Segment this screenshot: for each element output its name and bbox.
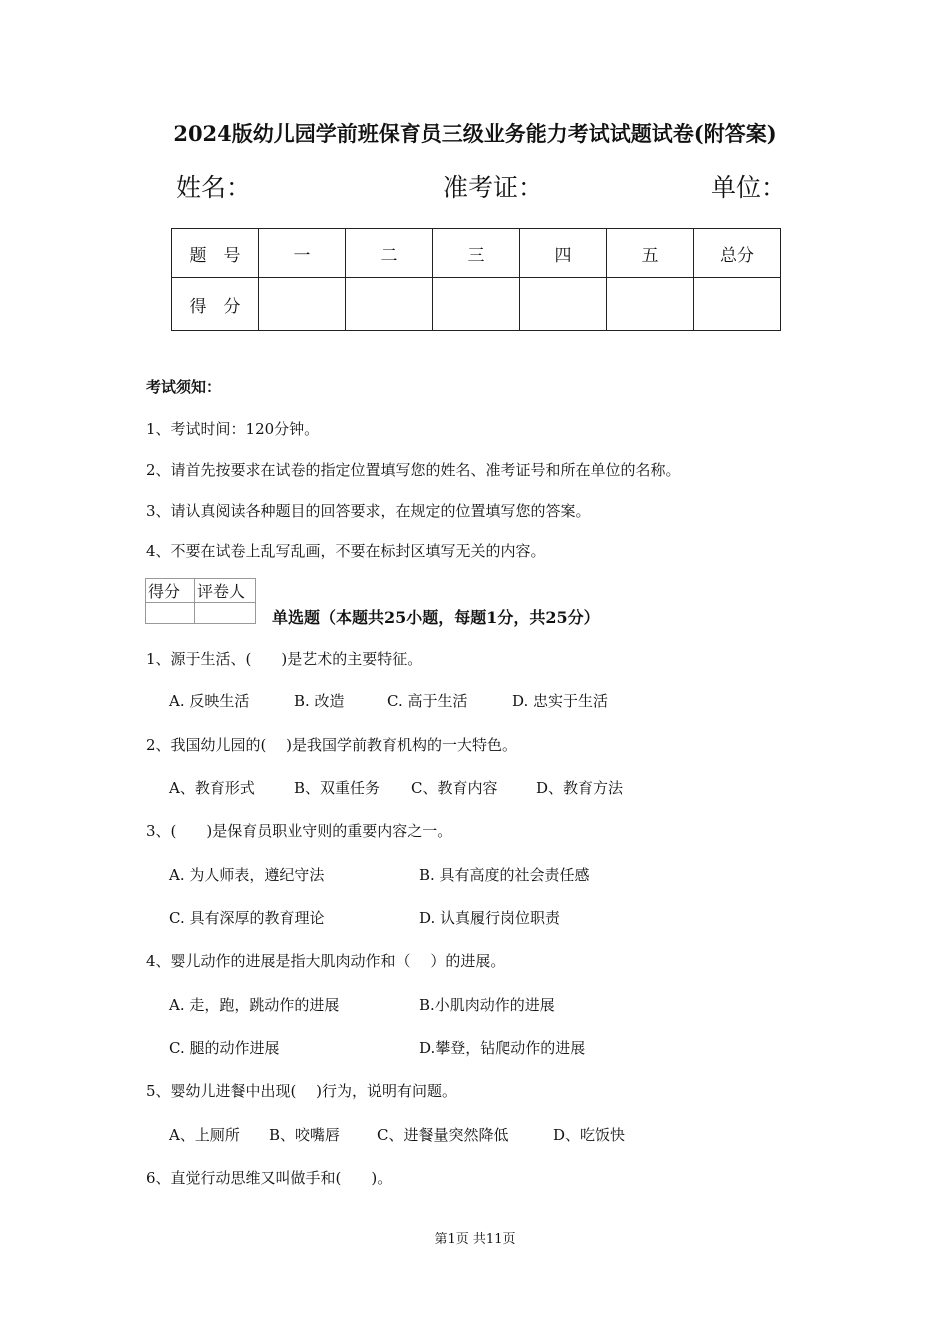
unit-label: 单位： [711, 173, 787, 202]
score-cell[interactable] [259, 278, 346, 331]
question-stem: 2、我国幼儿园的( )是我国学前教育机构的一大特色。 [146, 736, 518, 754]
grader-name-cell[interactable] [195, 603, 256, 624]
question-stem: 5、婴幼儿进餐中出现( )行为，说明有问题。 [146, 1082, 458, 1100]
score-cell[interactable] [346, 278, 433, 331]
grader-score-cell[interactable] [146, 603, 195, 624]
question-option: C. 高于生活 [387, 692, 468, 710]
exam-id-label: 准考证： [443, 173, 544, 202]
notice-item: 3、请认真阅读各种题目的回答要求，在规定的位置填写您的答案。 [146, 502, 591, 520]
score-header-cell: 五 [607, 229, 694, 278]
grader-blank-row [146, 603, 256, 624]
notice-item: 4、不要在试卷上乱写乱画，不要在标封区填写无关的内容。 [146, 542, 546, 560]
score-header-cell: 三 [433, 229, 520, 278]
score-table-score-row [172, 278, 781, 331]
name-label: 姓名： [176, 173, 252, 202]
score-header-cell: 总分 [694, 229, 781, 278]
page-footer: 第1页 共11页 [434, 1232, 516, 1247]
question-stem: 3、( )是保育员职业守则的重要内容之一。 [146, 822, 453, 840]
question-option: A. 反映生活 [169, 692, 250, 710]
score-header-cell: 一 [259, 229, 346, 278]
question-option: B、双重任务 [294, 779, 381, 797]
score-cell[interactable] [694, 278, 781, 331]
grader-score-label: 得分 [146, 579, 195, 603]
question-option: A. 为人师表，遵纪守法 [169, 866, 325, 884]
notice-title: 考试须知： [146, 378, 222, 396]
section-title: 单选题（本题共25小题，每题1分，共25分） [272, 608, 600, 627]
grader-name-label: 评卷人 [195, 579, 256, 603]
question-option: D、吃饭快 [553, 1126, 626, 1144]
question-stem: 1、源于生活、( )是艺术的主要特征。 [146, 650, 423, 668]
question-option: A、上厕所 [169, 1126, 240, 1144]
question-option: D.攀登，钻爬动作的进展 [419, 1039, 586, 1057]
question-option: A. 走，跑，跳动作的进展 [169, 996, 340, 1014]
question-option: B.小肌肉动作的进展 [419, 996, 555, 1014]
grader-header-row [146, 579, 256, 603]
notice-item: 1、考试时间：120分钟。 [146, 420, 320, 438]
score-cell[interactable] [433, 278, 520, 331]
notice-item: 2、请首先按要求在试卷的指定位置填写您的姓名、准考证号和所在单位的名称。 [146, 461, 681, 479]
score-table [171, 228, 781, 331]
question-option: C. 腿的动作进展 [169, 1039, 280, 1057]
question-stem: 4、婴儿动作的进展是指大肌肉动作和（ ）的进展。 [146, 952, 506, 970]
question-option: D. 认真履行岗位职责 [419, 909, 561, 927]
document-title: 2024版幼儿园学前班保育员三级业务能力考试试题试卷(附答案) [173, 121, 777, 146]
question-option: D. 忠实于生活 [512, 692, 609, 710]
question-option: A、教育形式 [169, 779, 255, 797]
question-option: C、进餐量突然降低 [377, 1126, 509, 1144]
question-option: B. 具有高度的社会责任感 [419, 866, 590, 884]
score-header-cell: 四 [520, 229, 607, 278]
score-cell[interactable] [520, 278, 607, 331]
score-header-cell: 题 号 [172, 229, 259, 278]
question-option: C. 具有深厚的教育理论 [169, 909, 325, 927]
question-option: C、教育内容 [411, 779, 498, 797]
score-row-label: 得 分 [172, 278, 259, 331]
score-header-cell: 二 [346, 229, 433, 278]
grader-box [145, 578, 256, 624]
score-table-header-row [172, 229, 781, 278]
question-option: B、咬嘴唇 [269, 1126, 341, 1144]
question-option: D、教育方法 [536, 779, 624, 797]
question-option: B. 改造 [294, 692, 345, 710]
question-stem: 6、直觉行动思维又叫做手和( )。 [146, 1169, 393, 1187]
score-cell[interactable] [607, 278, 694, 331]
